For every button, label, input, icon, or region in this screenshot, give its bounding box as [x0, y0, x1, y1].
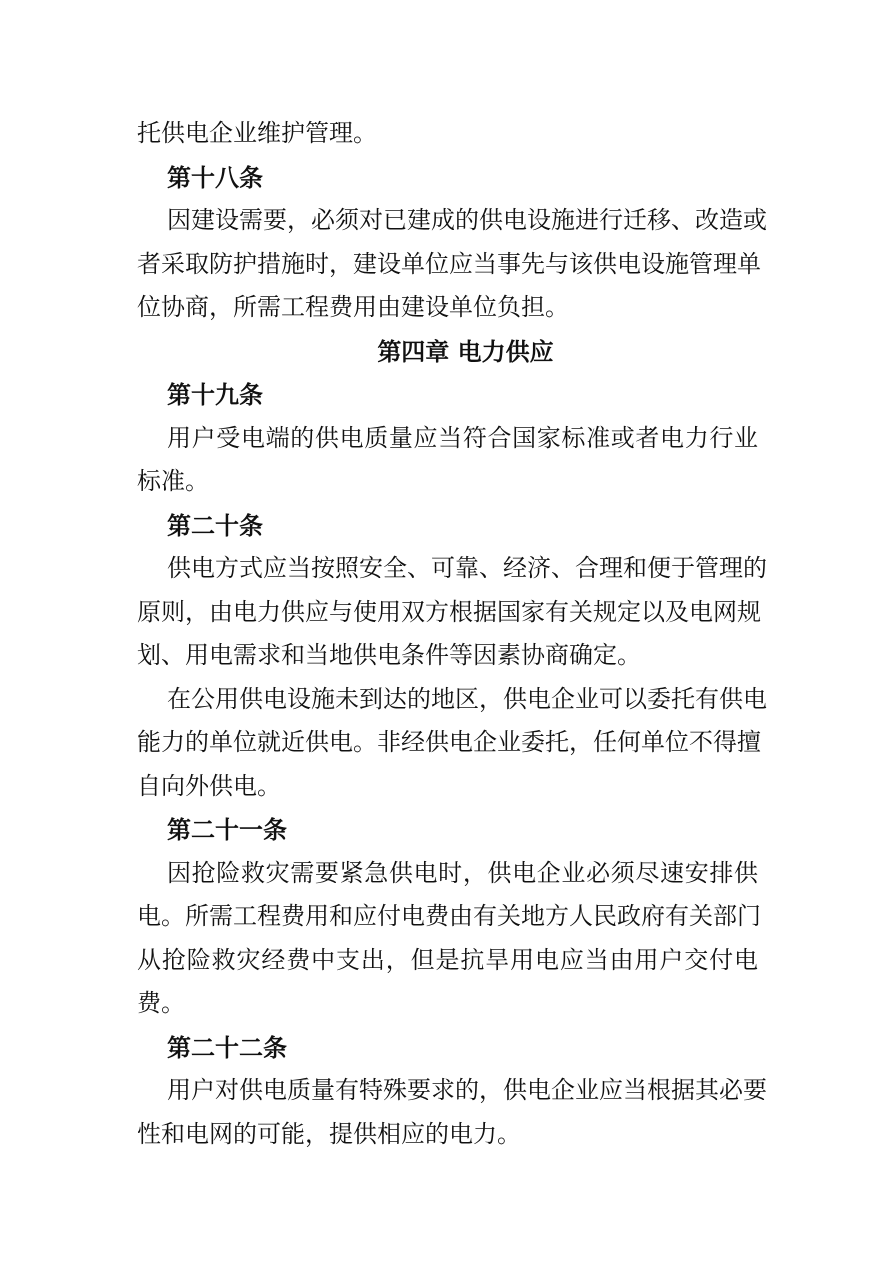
paragraph-line: 因抢险救灾需要紧急供电时，供电企业必须尽速安排供 — [167, 858, 758, 887]
paragraph-line: 电。所需工程费用和应付电费由有关地方人民政府有关部门 — [137, 902, 761, 930]
paragraph-line: 用户受电端的供电质量应当符合国家标准或者电力行业 — [167, 423, 758, 452]
article-heading: 第二十二条 — [167, 1032, 287, 1062]
paragraph-line: 费。 — [137, 989, 185, 1017]
chapter-title: 第四章 电力供应 — [377, 336, 554, 366]
paragraph-line: 者采取防护措施时，建设单位应当事先与该供电设施管理单 — [137, 249, 761, 278]
paragraph-line: 托供电企业维护管理。 — [137, 119, 377, 147]
paragraph-line: 自向外供电。 — [137, 771, 281, 800]
paragraph-line: 划、用电需求和当地供电条件等因素协商确定。 — [137, 641, 641, 669]
paragraph-line: 用户对供电质量有特殊要求的，供电企业应当根据其必要 — [167, 1076, 767, 1104]
paragraph-line: 位协商，所需工程费用由建设单位负担。 — [137, 293, 569, 321]
paragraph-line: 从抢险救灾经费中支出，但是抗旱用电应当由用户交付电 — [137, 945, 758, 974]
paragraph-line: 性和电网的可能，提供相应的电力。 — [137, 1119, 521, 1148]
paragraph-line: 原则，由电力供应与使用双方根据国家有关规定以及电网规 — [137, 597, 761, 626]
paragraph-line: 能力的单位就近供电。非经供电企业委托，任何单位不得擅 — [137, 728, 761, 756]
article-heading: 第二十一条 — [167, 815, 287, 844]
paragraph-line: 供电方式应当按照安全、可靠、经济、合理和便于管理的 — [167, 554, 767, 582]
paragraph-line: 标准。 — [137, 467, 209, 495]
document-page — [137, 112, 767, 1156]
article-heading: 第十八条 — [167, 162, 263, 192]
paragraph-line: 在公用供电设施未到达的地区，供电企业可以委托有供电 — [167, 684, 767, 713]
article-heading: 第二十条 — [167, 510, 263, 540]
paragraph-line: 因建设需要，必须对已建成的供电设施进行迁移、改造或 — [167, 206, 767, 234]
article-heading: 第十九条 — [167, 380, 263, 409]
